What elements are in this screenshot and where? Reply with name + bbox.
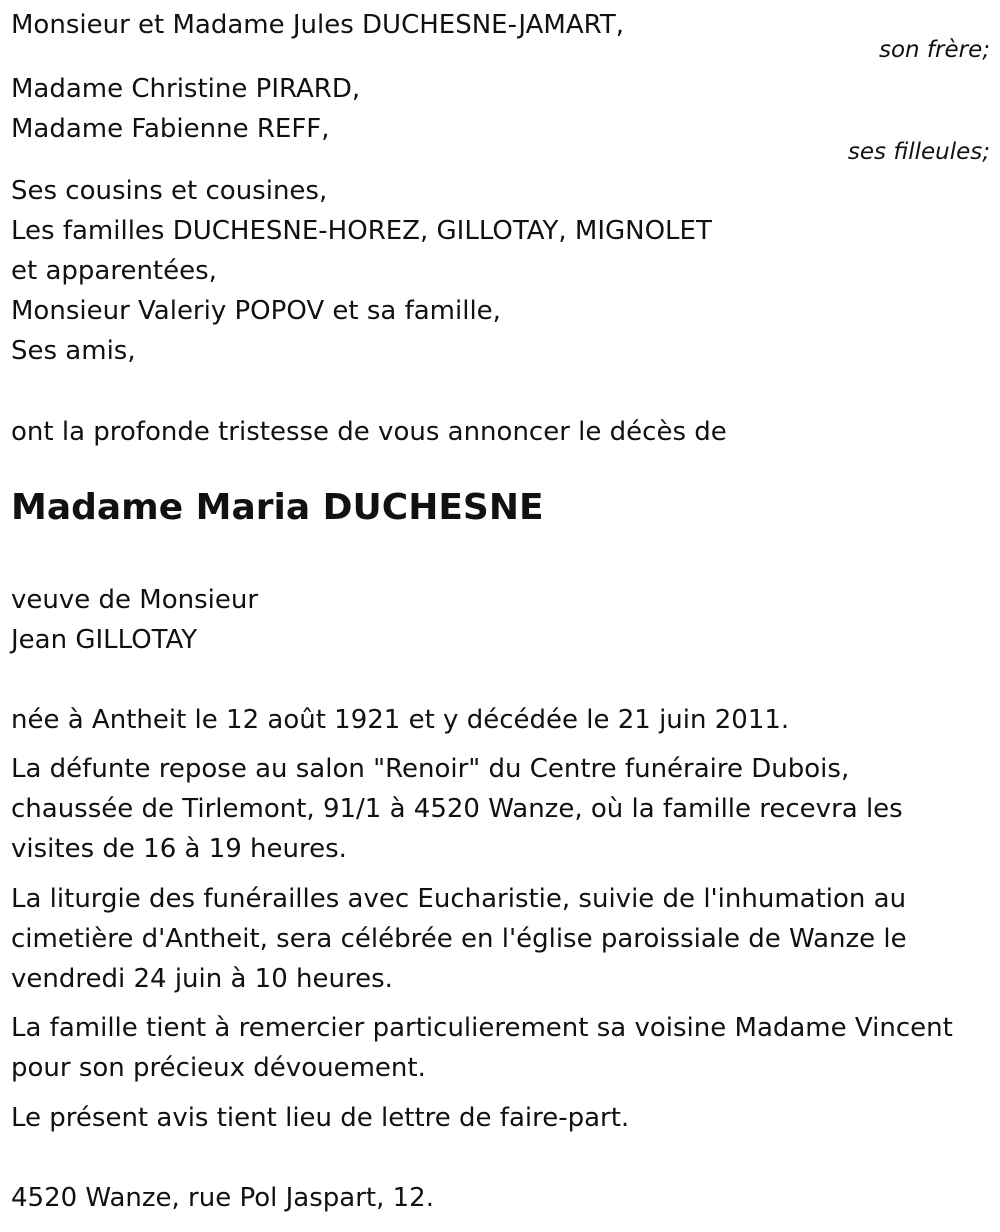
notice-line: Le présent avis tient lieu de lettre de faire-part. [11, 1103, 630, 1133]
deceased-name: Madame Maria DUCHESNE [11, 487, 544, 528]
rest-line-3: visites de 16 à 19 heures. [11, 834, 347, 864]
announcement-line: ont la profonde tristesse de vous annoncer le décès de [11, 417, 727, 447]
liturgy-line-2: cimetière d'Antheit, sera célébrée en l'église paroissiale de Wanze le [11, 924, 907, 954]
widow-line-2: Jean GILLOTAY [11, 625, 198, 655]
rest-line-1: La défunte repose au salon "Renoir" du Centre funéraire Dubois, [11, 754, 850, 784]
goddaughter-1: Madame Christine PIRARD, [11, 74, 361, 104]
thanks-line-2: pour son précieux dévouement. [11, 1053, 426, 1083]
goddaughters-relation: ses filleules; [847, 139, 990, 165]
birth-death-line: née à Antheit le 12 août 1921 et y décédée le 21 juin 2011. [11, 705, 790, 735]
address-line: 4520 Wanze, rue Pol Jaspart, 12. [11, 1183, 434, 1213]
widow-line-1: veuve de Monsieur [11, 585, 259, 615]
brother-relation: son frère; [878, 37, 990, 63]
related-line: et apparentées, [11, 256, 217, 286]
families-line: Les familles DUCHESNE-HOREZ, GILLOTAY, MIGNOLET [11, 216, 712, 246]
liturgy-line-1: La liturgie des funérailles avec Eucharistie, suivie de l'inhumation au [11, 884, 907, 914]
brother-names: Monsieur et Madame Jules DUCHESNE-JAMART, [11, 10, 624, 40]
cousins-line: Ses cousins et cousines, [11, 176, 328, 206]
liturgy-line-3: vendredi 24 juin à 10 heures. [11, 964, 393, 994]
thanks-line-1: La famille tient à remercier particulierement sa voisine Madame Vincent [11, 1013, 953, 1043]
friends-line: Ses amis, [11, 336, 136, 366]
popov-line: Monsieur Valeriy POPOV et sa famille, [11, 296, 501, 326]
goddaughter-2: Madame Fabienne REFF, [11, 114, 330, 144]
rest-line-2: chaussée de Tirlemont, 91/1 à 4520 Wanze, où la famille recevra les [11, 794, 903, 824]
